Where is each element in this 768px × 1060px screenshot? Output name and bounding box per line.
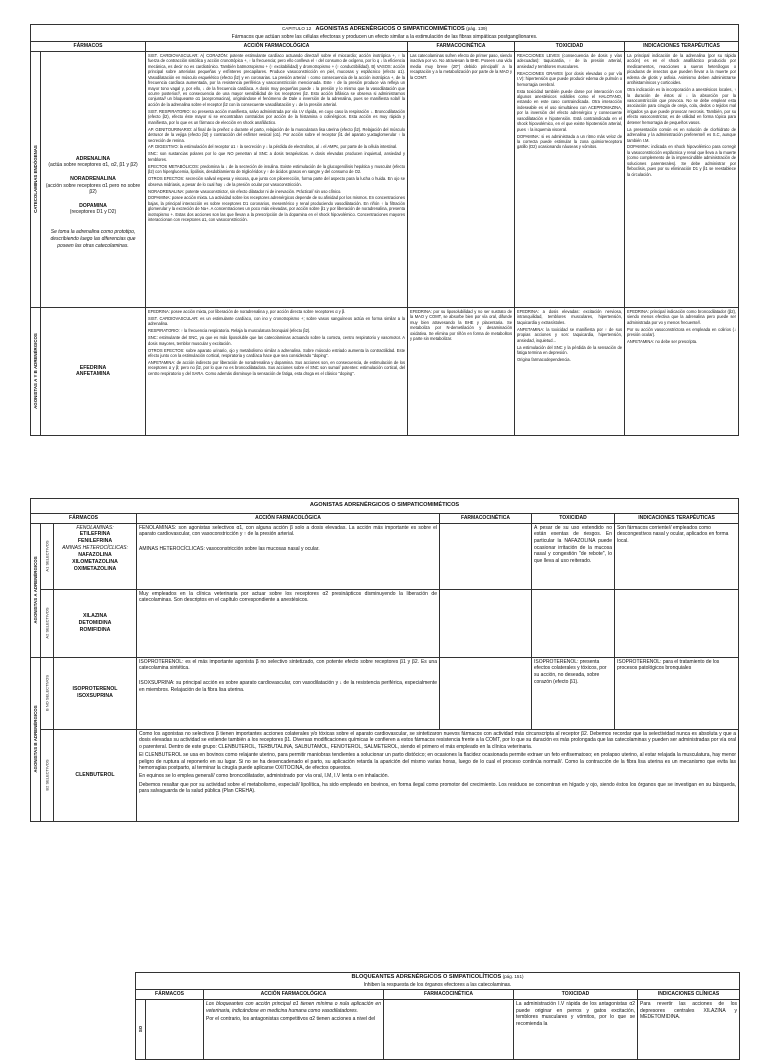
- toxicidad-alfa2: [532, 589, 615, 657]
- accion-paragraph: Por el contrario, los antagonistas competitivos α2 tienen acciones a nivel del: [206, 1015, 376, 1022]
- indicaciones-bloqueantes: Para revertir las acciones de los depresores centrales XILAZINA y MEDETOMIDINA.: [638, 999, 740, 1059]
- accion-paragraph: SNC: estimulante del SNC, ya que es más liposoluble que las catecolaminas actuando sobre la corteza, centro respiratorio y vasomotor. A dosis mayores, temblor muscular y excitación.: [148, 335, 405, 346]
- beta2-paragraph: En equinos se lo emplea general// como broncodilatador, administrado por vía oral, I.M, I.V lenta o en inhalación.: [139, 773, 389, 780]
- drug-cell-efedrina: [41, 307, 146, 435]
- indic-paragraph: ANFETAMINA: no debe ser prescripta.: [627, 339, 698, 345]
- header-farmacocinetica: FARMACOCINÉTICA: [440, 514, 532, 524]
- accion-alfa2: Muy empleados en la clínica veterinaria por actuar sobre los receptores α2 presinápticos disminuyendo la liberación de catecolaminas. Son descriptos en el capítulo correspondiente a anestésicos.: [137, 589, 440, 657]
- indic-paragraph: La principal indicación de la adrenalina (por su rápida acción) es en el shock anafiláctico producido por medicamentos, reacciones a sueros heterólogos o picaduras de insectos que pueden llevar a la muerte por edema de glotis y asfixia. Asimismo deben administrarse antihistamínicos y corticoides.: [627, 52, 737, 86]
- table-agonistas-selectivos: [30, 498, 739, 822]
- table-catecolaminas: [30, 24, 739, 436]
- accion-paragraph: AP. DIGESTIVO: la estimulación del receptor α1 ↑ la secreción y ↓ la pérdida de electrolitos, al ↓ el AMPc, por parte de la célula intestinal.: [148, 144, 398, 150]
- toxicidad-alfa1: A pesar de su uso extendido no están exentas de riesgos. En particular la NAFAZOLINA puede ocasionar irritación de la mucosa nasal y congestión "de rebote", lo que lleva al uso reiterado.: [532, 523, 615, 589]
- indicaciones-alfa1: Son fármacos corriente// empleados como descongestivos nasal y ocular, aplicados en forma local.: [615, 523, 739, 589]
- toxicidad-efedrina: [515, 307, 625, 435]
- tox-paragraph: EFEDRINA: a dosis elevadas: excitación nerviosa, intranquilidad, temblores musculares, hipertensión, taquicardia y extrasístoles.: [517, 308, 622, 325]
- indic-paragraph: Por su acción vasoconstrictora es empleada en colirios (↓ presión ocular).: [627, 326, 737, 338]
- chapter-label: CAPITULO 12: [281, 26, 312, 31]
- header-farmacocinetica: FARMACOCINÉTICA: [408, 42, 515, 52]
- farmacocinetica-bloqueantes: [384, 999, 514, 1059]
- tox-paragraph: Origina farmacodependencia.: [517, 356, 571, 362]
- drug-nafazolina: NAFAZOLINA: [78, 551, 112, 558]
- farmacocinetica-beta-ns: [440, 657, 532, 729]
- table1-title: [31, 25, 739, 42]
- accion-paragraph: RESPIRATORIO: ↑ la frecuencia respiratoria. Relaja la musculatura bronquial (efecto β2).: [148, 328, 311, 334]
- accion-paragraph: ANFETAMINA: de acción indirecto por liberación de noradrenalina y dopamina. Sus acciones son, en consecuencia, de estimulación de los receptores α y β; pero no β2, por lo que no es broncodilatadora. Sus acciones sobre el SNC son suma// potentes: estimulación cortical, del centro respiratorio y del SARA. Como además disminuye la sensación de fatiga, esta droga es el clásico "doping".: [148, 359, 405, 376]
- drug-cell-beta2: [54, 729, 137, 821]
- header-accion: ACCIÓN FARMACOLÓGICA: [137, 514, 440, 524]
- indic-paragraph: DOPAMINA: indicada en shock hipovolémico para corregir la vasoconstricción esplácnica y renal que lleva a la muerte (como complemento de la imprescindible administración de soluciones parenterales). Se debe administrar por fleboclisis, pues por su eliminación D1 y β1 se reestablece la circulación.: [627, 144, 737, 177]
- farmacocinetica-catecolaminas: Las catecolaminas sufren efecto de primer paso, siendo inactiva por vo. No atraviesan la BHE. Poseen una vida media muy breve (20") debido principal// a la recaptación y a la metabolización por parte de la MAO y la COMT.: [408, 51, 515, 307]
- table1-title-text: AGONISTAS ADRENÉRGICOS O SIMPATICOMIMÉTICOS: [315, 26, 465, 32]
- accion-alfa1: [137, 523, 440, 589]
- fenolaminas-label: FENOLAMINAS:: [76, 524, 114, 531]
- accion-paragraph: SNC: son sustancias polares por lo que NO penetran al SNC a dosis terapéuticas. A dosis elevadas producen inquietud, ansiedad y temblores.: [148, 151, 405, 162]
- drug-noradrenalina: NORADRENALINA: [70, 175, 116, 182]
- accion-paragraph: SIST. RESPIRATORIO: no presenta acción manifiesta, salvo administrada por vía I.V rápida, en cuyo caso la respiración ↓. Broncodilatación (efecto β2), efecto éste mayor si se encontraban contraídos por acción de la histamina o colinérgicos. Esta acción es muy rápida y manifiesta, por lo que es un fármaco de elección en shock anafiláctico.: [148, 108, 405, 125]
- drug-oximetazolina: OXIMETAZOLINA: [73, 565, 117, 572]
- header-indicaciones: INDICACIONES TERAPÉUTICAS: [615, 514, 739, 524]
- tox-paragraph: REACCIONES GRAVES (por dosis elevadas o por vía I.V): hipertensión que puede producir edema de pulmón o hemorragia cerebral.: [517, 70, 622, 87]
- drug-xilazina: XILAZINA: [83, 612, 107, 619]
- drug-noradrenalina-desc: (acción sobre receptores α1 pero no sobre β2): [45, 182, 141, 196]
- indicaciones-alfa2: [615, 589, 739, 657]
- accion-dopamina: DOPAMINA: posee acción mixta. La actividad sobre los receptores adrenérgicos depende de su afinidad por los mismos. En concentraciones bajas, la principal interacción es sobre receptores D1 coronarios, mesentérico y renal produciendo vasodilatación. En riñón ↑ la filtración glomerular y la excreción de Na+. A concentraciones un poco más elevadas, por acción sobre β1 y por liberación de noradrenalina, presenta inotropismo +. Estas dos acciones son las que llevan a la prescripción de la dopamina en el shock hipovolémico. Concentraciones mayores interaccionan con receptores α1, con vasoconstricción.: [148, 195, 405, 223]
- drug-cell-bloqueantes: [146, 999, 204, 1059]
- toxicidad-bloqueantes: La administración I.V rápida de los antagonistas α2 puede originar en perros y gatos excitación, temblores musculares y vómitos, por lo que se recomienda la: [514, 999, 638, 1059]
- group-agonistas-beta: AGONISTAS Β ADRENÉRGICOS: [31, 657, 41, 821]
- page-ref: (pág. 139): [466, 26, 488, 31]
- header-farmacos: FÁRMACOS: [31, 42, 146, 52]
- beta2-paragraph: Como los agonistas no selectivos β tienen importantes acciones colaterales y/o tóxicas sobre el aparato cardiovascular, se sintetizaron nuevos fármacos con actividad más circunscripta al receptor β2. Debemos recordar que la selectividad nunca es absoluta y que a dosis elevadas su actividad se extiende también a los receptores β1. Diversas modificaciones químicas le confieren a estos fármacos resistencia frente a la COMT, por lo que su duración es más prolongada que las catecolaminas y pueden ser administradas por vía oral o parenteral. Dentro de este grupo: CLENBUTEROL, TERBUTALINA, SALBUTAMOL, FENOTEROL, SALMETEROL, siendo el primero el más empleado en la clínica veterinaria.: [139, 730, 737, 750]
- accion-paragraph: EFEDRINA: posee acción mixta, por liberación de noradrenalina y, por acción directa sobre receptores α y β.: [148, 308, 346, 314]
- table3-title-text: BLOQUEANTES ADRENÉRGICOS O SIMPATICOLÍTICOS: [351, 974, 502, 980]
- drug-fenilefrina: FENILEFRINA: [77, 538, 113, 545]
- table2-title: [31, 499, 739, 514]
- drug-anfetamina: ANFETAMINA: [76, 371, 110, 378]
- drug-xilometazolina: XILOMETAZOLINA: [72, 558, 118, 565]
- accion-paragraph: SIST. CARDIOVASCULAR: es un estimulante cardíaco, con ino y cronotropismo +; sobre vasos sanguíneos actúa en forma similar a la adrenalina.: [148, 315, 405, 327]
- tox-paragraph: Esta toxicidad también puede darse por interacción con algunos anestésicos volátiles como el HALOTANO, estando en este caso contraindicada. Otra interacción indeseable es el uso simultáneo con ACEPROMAZINA, por la inversión del efecto adrenérgico y consecuente vasodilatación e hipotensión. Está contraindicada en el shock hipovolémico, en el que existe hipotensión arterial, pues ↑ la isquemia visceral.: [517, 88, 622, 132]
- group-agonistas-ab: AGONISTAS Α Y Β ADRENÉRGICOS: [31, 307, 41, 435]
- tox-paragraph: REACCIONES LEVES (consecuencia de dosis y vías adecuadas): taquicardia, ↑ de la presión arterial, ansiedad y temblores musculares.: [517, 52, 622, 69]
- aminas-label: AMINAS HETEROCÍCLICAS:: [62, 545, 128, 552]
- drug-adrenalina-desc: (actúa sobre receptores α1, α2, β1 y β2): [48, 162, 138, 169]
- indic-paragraph: La presentación común es en solución de clorhidrato de adrenalina y la administración preferente// es S.C, aunque también I.M.: [627, 126, 737, 143]
- beta2-paragraph: Debemos resaltar que por su actividad sobre el metabolismo, especial// lipolítica, ha sido empleado en bovinos, en forma ilegal como promotor del crecimiento. Los residuos se concentran en hígado y ojo, siendo éstos los órganos que se investigan en su búsqueda, para salvaguarda de la salud pública (Plan CREHA).: [139, 781, 737, 795]
- header-farmacocinetica: FARMACOCINÉTICA: [384, 990, 514, 1000]
- header-farmacos: FÁRMACOS: [31, 514, 137, 524]
- header-indicaciones: INDICACIONES TERAPÉUTICAS: [625, 42, 739, 52]
- farmacocinetica-alfa1: [440, 523, 532, 589]
- accion-efedrina: [146, 307, 408, 435]
- header-accion: ACCIÓN FARMACOLÓGICA: [146, 42, 408, 52]
- drug-cell-beta-ns: [54, 657, 137, 729]
- drug-romifidina: ROMIFIDINA: [79, 626, 111, 633]
- adrenalina-note: Se toma la adrenalina como prototipo, describiendo luego las diferencias que poseen las otras catecolaminas.: [50, 229, 136, 249]
- table2-title-text: AGONISTAS ADRENÉRGICOS O SIMPATICOMIMÉTICOS: [309, 502, 460, 509]
- accion-noradrenalina: NORADRENALINA: potente vasoconstrictor, sin efecto dilatador ni de inervación. Práctica// sin uso clínico.: [148, 188, 342, 194]
- beta2-paragraph: El CLENBUTEROL se usa en bovinos como relajante uterino, para permitir maniobras tendientes a solucionar un parto distócico; en ocasiones la flacidez ocasionada permite extraer un feto enfisematoso; en prolapso uterino, al estar relajada la musculatura, hay menor peligro de ruptura al reponerlo en su lugar. Si no se ha desencadenado el parto, su aplicación retarda la aparición del mismo varias horas, luego de lo cual el proceso continúa normal//. Como la contracción de la fibra lisa uterina es un mecanismo que evita las hemorragias postparto, al terminar la cirugía puede aplicarse OXITOCINA, de efectos opuestos.: [139, 752, 737, 772]
- tox-paragraph: ANFETAMINA: la toxicidad se manifiesta por ↑ de sus propias acciones y son: taquicardia, hipertensión, ansiedad, inquietud...: [517, 326, 622, 343]
- accion-paragraph: ISOPROTERENOL: es el más importante agonista β no selectivo sintetizado, con potente efecto sobre receptores β1 y β2. Es una catecolamina sintética.: [139, 658, 437, 672]
- drug-cell-alfa2: [54, 589, 137, 657]
- group-catecolaminas: CATECOLAMINAS ENDÓGENAS: [31, 51, 41, 307]
- table3-title: [136, 973, 740, 990]
- header-toxicidad: TOXICIDAD: [532, 514, 615, 524]
- table3-page-ref: (pág. 151): [502, 974, 524, 979]
- table1-subtitle: Fármacos que actúan sobre las células efectoras y producen un efecto similar a la estimulación de las fibras simpáticas postganglionares.: [231, 33, 538, 40]
- farmacocinetica-alfa2: [440, 589, 532, 657]
- subgroup-beta-no-selectivos: Β NO SELECTIVOS: [41, 657, 54, 729]
- drug-cell-alfa1: [54, 523, 137, 589]
- header-farmacos: FÁRMACOS: [136, 990, 204, 1000]
- drug-dopamina-desc: (receptores D1 y D2): [69, 209, 117, 216]
- tox-paragraph: DOPAMINA: si es administrada a un ritmo más veloz de la correcta puede estimular la zona quimiorreceptora gatillo (D2) ocasionando náuseas y vómitos.: [517, 133, 622, 150]
- indicaciones-efedrina: [625, 307, 739, 435]
- texto-beta2: [137, 729, 739, 821]
- subgroup-alfa1: Α1 SELECTIVOS: [41, 523, 54, 589]
- subgroup-beta2: Β2 SELECTIVOS: [41, 729, 54, 821]
- group-bloqueantes: SO: [136, 999, 146, 1059]
- drug-adrenalina: ADRENALINA: [75, 155, 111, 162]
- drug-dopamina: DOPAMINA: [79, 202, 107, 209]
- indicaciones-catecolaminas: [625, 51, 739, 307]
- toxicidad-catecolaminas: [515, 51, 625, 307]
- farmacocinetica-efedrina: EFEDRINA: por su liposolubilidad y no ser sustrato de la MAO y COMT, se absorbe bien por vía oral, difunde muy bien atravesando la BHE y placentaria. Se metaboliza por N-demetilación y desaminación oxidativa. Se elimina por riñón en forma de metabolitos y parte sin metabolizar.: [408, 307, 515, 435]
- indicaciones-beta-ns: ISOPROTERENOL: para el tratamiento de los procesos patológicos bronquiales: [615, 657, 739, 729]
- accion-paragraph: AMINAS HETEROCÍCLICAS: vasoconstricción sobre las mucosas nasal y ocular.: [139, 546, 320, 553]
- accion-paragraph: Los bloqueantes con acción principal α1 tienen mínima o nula aplicación en veterinaria, indicándose en medicina humana como vasodilatadores.: [206, 1000, 381, 1014]
- accion-paragraph: OTROS EFECTOS: secreción salival espesa y viscosa, que junto con piloerección, forma parte del aspecto para la lucha o huida. En ojo se observa midriasis, a pesar de lo cual hay ↓ de la presión ocular por vasoconstricción.: [148, 176, 405, 187]
- accion-beta-ns: [137, 657, 440, 729]
- header-accion: ACCIÓN FARMACOLÓGICA: [204, 990, 384, 1000]
- accion-paragraph: ISOXSUPRINA: su principal acción es sobre aparato cardiovascular, con vasodilatación y ↓ de la resistencia periférica, especialmente en miembros. Relajación de la fibra lisa uterina.: [139, 680, 437, 693]
- group-agonistas-alfa: AGONISTAS Α ADRENÉRGICOS: [31, 523, 41, 657]
- indic-paragraph: Otra indicación es la incorporación a anestésicos locales, ↑ la duración de éstos al ↓ la absorción por la vasoconstricción que provoca. No se debe emplear esta asociación para cirugía de oreja, cola, dedos o tejidos mal irrigados ya que puede provocar necrosis. También, por su efecto vasoconstrictor, es de utilidad en forma tópica para detener hemorragia de pequeños vasos.: [627, 87, 737, 125]
- drug-clenbuterol: CLENBUTEROL: [75, 771, 115, 778]
- drug-etilefrina: ETILEFRINA: [79, 531, 111, 538]
- tox-paragraph: La estimulación del SNC y la pérdida de la sensación de fatiga termina en depresión.: [517, 344, 622, 355]
- header-toxicidad: TOXICIDAD: [515, 42, 625, 52]
- drug-isoproterenol: ISOPROTERENOL: [72, 686, 118, 693]
- drug-cell-catecolaminas: [41, 51, 146, 307]
- drug-detomidina: DETOMIDINA: [78, 619, 112, 626]
- accion-paragraph: EFECTOS METABÓLICOS: predomina la ↓ de la secreción de insulina. Existe estimulación de la glucogenólisis hepática y muscular (efecto β2) con hiperglucemia, lipólisis, desdoblamiento de triglicéridos y ↑ de ácidos grasos en sangre y del consumo de O2.: [148, 163, 405, 175]
- accion-paragraph: FENOLAMINAS: son agonistas selectivos α1, con alguna acción β solo a dosis elevadas. La acción más importante es sobre el aparato cardiovascular, con vasoconstricción y ↑ de la presión arterial.: [139, 524, 437, 538]
- accion-paragraph: AP. GENITOURINARIO: al final de la preñez o durante el parto, relajación de la musculatura lisa uterina (efecto β2). Relajación del músculo detrusor de la vejiga (efecto β2) y contracción del esfínter vesical (α1). Por acción sobre el receptor β1 del aparato yuxtaglomerular ↑ la secreción de renina.: [148, 126, 405, 143]
- header-indicaciones: INDICACIONES CLÍNICAS: [638, 990, 740, 1000]
- table3-subtitle: Inhiben la respuesta de los órganos efectores a las catecolaminas.: [363, 981, 512, 988]
- header-toxicidad: TOXICIDAD: [514, 990, 638, 1000]
- indic-paragraph: EFEDRINA: principal indicación como broncodilatador (β2), siendo menos efectiva que la adrenalina pero puede ser administrada por vo y menos frecuente//.: [627, 308, 737, 325]
- subgroup-alfa2: Α2 SELECTIVOS: [41, 589, 54, 657]
- toxicidad-beta-ns: ISOPROTERENOL: presenta efectos colaterales y tóxicos, por su acción, no deseada, sobre corazón (efecto β1).: [532, 657, 615, 729]
- accion-paragraph: SIST. CARDIOVASCULAR: A) CORAZÓN: potente estimulante cardíaco actuando directa// sobre el miocardio; acción inotrópica +, ↑ la fuerza de contracción sistólica y acción cronotrópica +, ↑ la frecuencia; pero ello conlleva el ↑ del consumo de oxígeno, por lo q ↓ la eficiencia mecánica, es decir no es cardiotónico. También batmotropismo + (↑ excitabilidad) y dromotropismo + (↑ conductibilidad). B) VASOS: acción principal sobre arteriolas pequeñas y esfínteres precapilares. Produce vasoconstricción en piel, mucosas y esplácnico (efecto α1). Vasodilatación en músculo esquelético (efecto β2) y en coronarias. La presión arterial ↑ como consecuencia de la acción inotrópica +, de la frecuencia cardíaca aumentada, por la resistencia periférica y vasoconstricción mencionada. Este ↑ de la presión produce via refleja un mayor tono vagal y, por ello, ↓ de la frecuencia cardíaca. A dosis muy pequeñas puede ↓ la presión y lo mismo que la vasodilatación que ocurre posterior//, es consecuencia de una mayor sensibilidad de los receptores β2. Esto acción bifásica se observa si administramos conjunta// un bloqueante α1 (acepromacina), originándose el fenómeno de Dale o inversión de la adrenalina, pues se manifiesta sola// la acción de la adrenalina sobre el receptor β2 con la consecuente vasodilatación y ↓ de la presión arterial.: [148, 52, 405, 107]
- accion-bloqueantes: [204, 999, 384, 1059]
- table-bloqueantes: [135, 972, 740, 1060]
- drug-efedrina: EFEDRINA: [79, 364, 107, 371]
- accion-catecolaminas: [146, 51, 408, 307]
- drug-isoxsuprina: ISOXSUPRINA: [77, 693, 113, 700]
- accion-paragraph: OTROS EFECTOS: sobre aparato urinario, ojo y metabolismo similar a adrenalina. Sobre músculo estriado aumenta la contractilidad. Este efecto junto con la estimulación cortical, respiratoria y cardíaca hace que sea considerado "doping".: [148, 347, 405, 358]
